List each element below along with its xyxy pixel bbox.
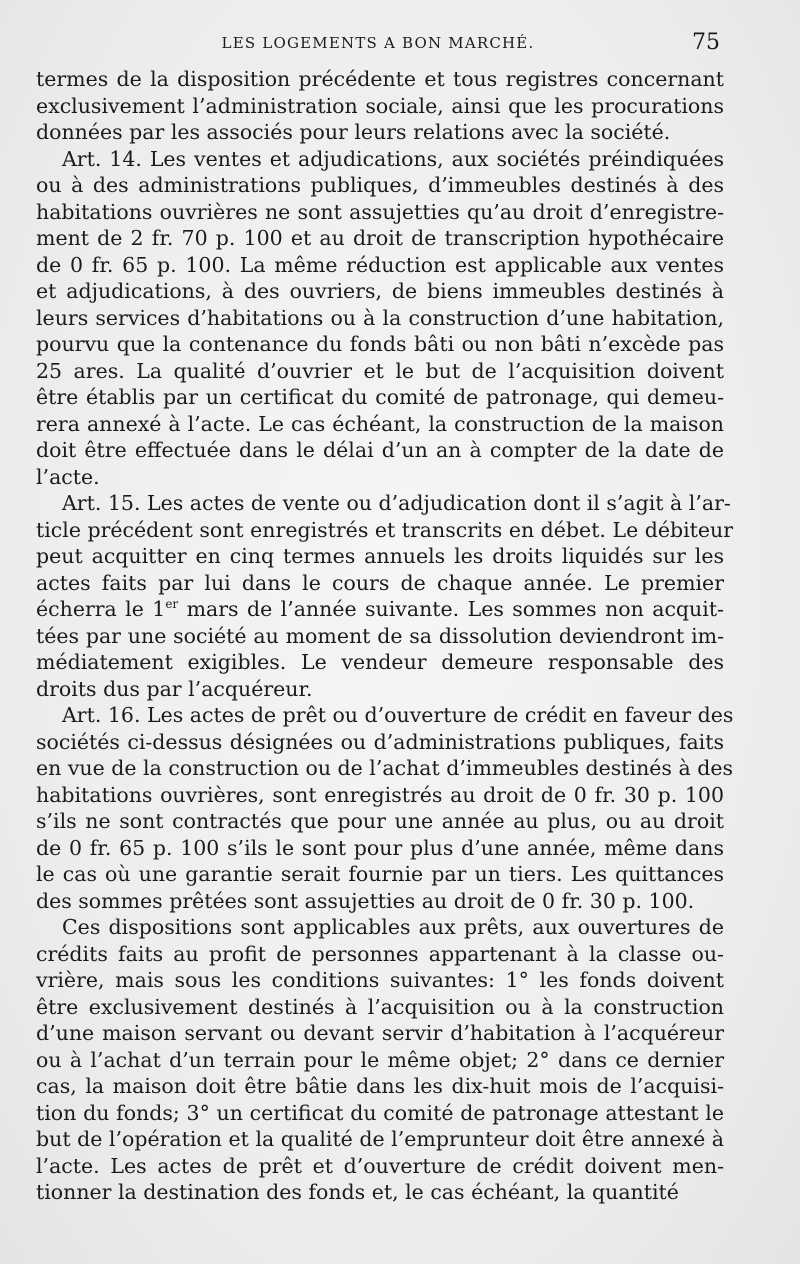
text-line: vrière, mais sous les conditions suivantes: 1° les fonds doivent <box>36 968 724 992</box>
text-line: crédits faits au profit de personnes appartenant à la classe ou- <box>36 941 724 966</box>
paragraph <box>36 490 734 702</box>
text-line: Art. 14. Les ventes et adjudications, aux sociétés préindiquées <box>62 146 724 171</box>
page-number: 75 <box>692 30 720 55</box>
text-line: tion du fonds; 3° un certificat du comité de patronage attestant le <box>36 1100 724 1125</box>
text-line: doit être effectuée dans le délai d’un an à compter de la date de <box>36 438 724 462</box>
text-line: termes de la disposition précédente et tous registres concernant <box>36 67 724 91</box>
text-line: en vue de la construction ou de l’achat d’immeubles destinés à des <box>36 756 733 780</box>
text-line: et adjudications, à des ouvriers, de biens immeubles destinés à <box>36 279 724 303</box>
text-line: droits dus par l’acquéreur. <box>36 676 313 701</box>
text-line: données par les associés pour leurs relations avec la société. <box>36 120 671 144</box>
text-line: de 0 fr. 65 p. 100. La même réduction est applicable aux ventes <box>36 252 724 277</box>
text-line: ou à des administrations publiques, d’immeubles destinés à des <box>36 173 724 197</box>
text-line: le cas où une garantie serait fournie par un tiers. Les quittances <box>36 862 724 886</box>
text-line: de 0 fr. 65 p. 100 s’ils le sont pour plus d’une année, même dans <box>36 835 724 860</box>
text-line: exclusivement l’administration sociale, ainsi que les procurations <box>36 93 724 118</box>
text-line: sociétés ci-dessus désignées ou d’administrations publiques, faits <box>36 729 724 754</box>
text-line: ticle précédent sont enregistrés et transcrits en débet. Le débiteur <box>36 517 734 542</box>
running-title: LES LOGEMENTS A BON MARCHÉ. <box>221 34 535 52</box>
text-line: ment de 2 fr. 70 p. 100 et au droit de transcription hypothécaire <box>36 226 724 250</box>
text-line: actes faits par lui dans le cours de chaque année. Le premier <box>36 570 724 595</box>
paragraph <box>36 702 734 914</box>
text-line: tées par une société au moment de sa dissolution deviendront im- <box>36 623 724 648</box>
running-header <box>36 30 720 60</box>
text-line: être établis par un certificat du comité de patronage, qui demeu- <box>36 385 724 409</box>
body-text <box>36 66 734 1206</box>
text-line: habitations ouvrières, sont enregistrés au droit de 0 fr. 30 p. 100 <box>36 782 724 807</box>
text-line: Art. 16. Les actes de prêt ou d’ouverture de crédit en faveur des <box>62 703 734 727</box>
paragraph <box>36 914 724 1206</box>
text-line: médiatement exigibles. Le vendeur demeure responsable des <box>36 650 724 674</box>
text-line: rera annexé à l’acte. Le cas échéant, la construction de la maison <box>36 411 724 436</box>
text-line: l’acte. <box>36 464 100 489</box>
text-line: habitations ouvrières ne sont assujetties qu’au droit d’enregistre- <box>36 199 724 224</box>
text-line: tionner la destination des fonds et, le cas échéant, la quantité <box>36 1180 679 1204</box>
text-line: pourvu que la contenance du fonds bâti ou non bâti n’excède pas <box>36 332 724 356</box>
text-line: des sommes prêtées sont assujetties au droit de 0 fr. 30 p. 100. <box>36 888 695 913</box>
paragraph <box>36 66 724 146</box>
text-line: ou à l’achat d’un terrain pour le même objet; 2° dans ce dernier <box>36 1047 724 1072</box>
text-line: leurs services d’habitations ou à la construction d’une habitation, <box>36 305 724 330</box>
text-line: Ces dispositions sont applicables aux prêts, aux ouvertures de <box>62 915 724 939</box>
text-line: peut acquitter en cinq termes annuels les droits liquidés sur les <box>36 544 724 568</box>
text-line: écherra le 1er mars de l’année suivante. Les sommes non acquit- <box>36 597 724 621</box>
text-line: Art. 15. Les actes de vente ou d’adjudication dont il s’agit à l’ar- <box>62 491 731 515</box>
text-line: l’acte. Les actes de prêt et d’ouverture de crédit doivent men- <box>36 1153 724 1178</box>
paragraph <box>36 146 724 491</box>
text-line: cas, la maison doit être bâtie dans les dix-huit mois de l’acquisi- <box>36 1074 724 1098</box>
text-line: d’une maison servant ou devant servir d’habitation à l’acquéreur <box>36 1021 724 1045</box>
text-line: 25 ares. La qualité d’ouvrier et le but de l’acquisition doivent <box>36 358 724 383</box>
text-line: but de l’opération et la qualité de l’emprunteur doit être annexé à <box>36 1127 724 1151</box>
text-line: s’ils ne sont contractés que pour une année au plus, ou au droit <box>36 809 724 833</box>
text-line: être exclusivement destinés à l’acquisition ou à la construction <box>36 994 724 1019</box>
